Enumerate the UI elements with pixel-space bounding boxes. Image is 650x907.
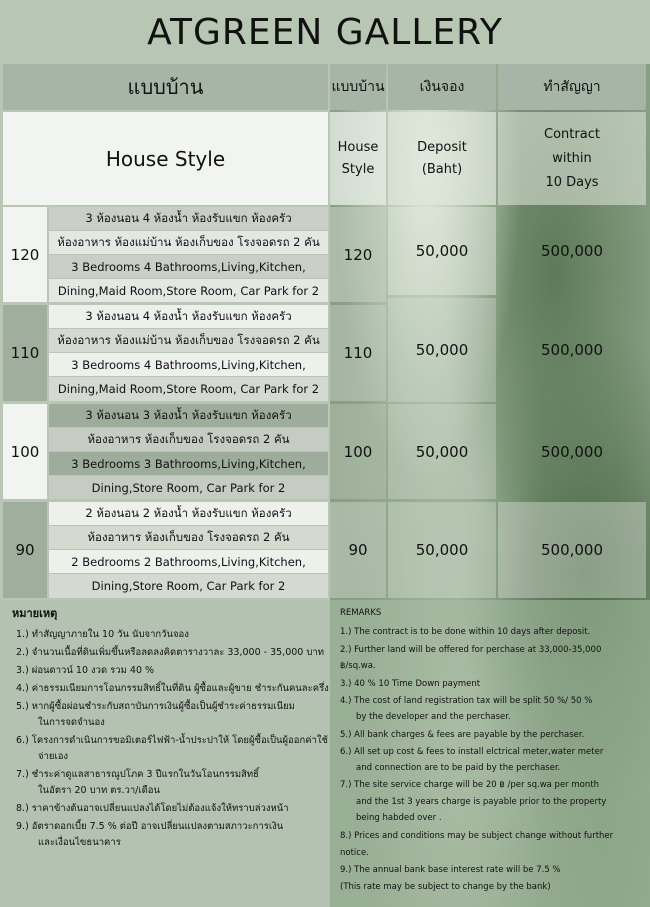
notes-thai-item: 1.) ทำสัญญาภายใน 10 วัน นับจากวันจอง	[16, 629, 189, 640]
notes-english-item: being habded over .	[356, 813, 442, 823]
row-100-deposit: 50,000	[388, 404, 496, 499]
notes-english-item: 2.) Further land will be offered for perchase at 33,000-35,000	[340, 645, 602, 655]
header-contract-line3: 10 Days	[545, 174, 599, 190]
row-100-style: 100	[330, 404, 386, 499]
row-100-line4: Dining,Store Room, Car Park for 2	[49, 476, 328, 499]
notes-english-item: 7.) The site service charge will be 20 ฿ /per sq.wa per month	[340, 780, 599, 790]
notes-thai-item: ในอัตรา 20 บาท ตร.วา/เดือน	[38, 785, 160, 796]
header-house-type-thai-small: แบบบ้าน	[330, 64, 386, 110]
row-110-line4: Dining,Maid Room,Store Room, Car Park for 2	[49, 377, 328, 401]
row-110-contract: 500,000	[540, 341, 604, 359]
notes-english-item: by the developer and the perchaser.	[356, 712, 511, 722]
notes-thai-item: 9.) อัตราดอกเบี้ย 7.5 % ต่อปี อาจเปลี่ยนแปลงตามสภาวะการเงิน	[16, 821, 284, 832]
row-110-line1: 3 ห้องนอน 4 ห้องน้ำ ห้องรับแขก ห้องครัว	[49, 305, 328, 328]
row-110-line2: ห้องอาหาร ห้องแม่บ้าน ห้องเก็บของ โรงจอดรถ 2 คัน	[49, 329, 328, 352]
row-120-line1: 3 ห้องนอน 4 ห้องน้ำ ห้องรับแขก ห้องครัว	[49, 207, 328, 230]
row-110-line3: 3 Bedrooms 4 Bathrooms,Living,Kitchen,	[49, 353, 328, 376]
header-deposit-thai: เงินจอง	[388, 64, 496, 110]
notes-english-item: 3.) 40 % 10 Time Down payment	[340, 679, 481, 689]
notes-thai-item: 8.) ราคาข้างต้นอาจเปลี่ยนแปลงได้โดยไม่ต้องแจ้งให้ทราบล่วงหน้า	[16, 803, 289, 814]
notes-english-item: and the 1st 3 years charge is payable prior to the property	[356, 797, 607, 807]
notes-thai-title: หมายเหตุ	[12, 607, 58, 620]
row-90-style: 90	[330, 502, 386, 598]
notes-english-item: 9.) The annual bank base interest rate will be 7.5 %	[340, 865, 561, 875]
row-90-contract: 500,000	[498, 502, 646, 598]
notes-thai-item: 6.) โครงการดำเนินการขอมิเตอร์ไฟฟ้า-น้ำประปาให้ โดยผู้ซื้อเป็นผู้ออกค่าใช้	[16, 735, 328, 746]
header-contract-line2: within	[552, 150, 592, 166]
notes-thai-item: 2.) จำนวนเนื้อที่ดินเพิ่มขึ้นหรือลดลงคิดตารางวาละ 33,000 - 35,000 บาท	[16, 647, 324, 658]
notes-english-item: (This rate may be subject to change by the bank)	[340, 882, 551, 892]
notes-thai-item: 3.) ผ่อนดาวน์ 10 งวด รวม 40 %	[16, 665, 155, 676]
notes-thai-item: ในการจดจำนอง	[38, 717, 105, 728]
notes-english-item: and connection are to be paid by the perchaser.	[356, 763, 561, 773]
row-110-style: 110	[330, 305, 386, 401]
row-size-90: 90	[3, 502, 47, 598]
notes-thai-item: 5.) หากผู้ซื้อผ่อนชำระกับสถาบันการเงินผู้ซื้อเป็นผู้ชำระค่าธรรมเนียม	[16, 701, 295, 712]
notes-english-item: 5.) All bank charges & fees are payable by the perchaser.	[340, 730, 585, 740]
header-house-type-thai: แบบบ้าน	[3, 64, 328, 110]
row-120-contract: 500,000	[540, 242, 604, 260]
row-90-line4: Dining,Store Room, Car Park for 2	[49, 574, 328, 598]
notes-english-item: 8.) Prices and conditions may be subject change without further	[340, 831, 614, 841]
header-contract-thai: ทำสัญญา	[498, 64, 646, 110]
header	[0, 0, 650, 64]
row-120-style: 120	[330, 207, 386, 302]
notes-thai-item: 7.) ชำระค่าดูแลสาธารณูปโภค 3 ปีแรกในวันโอนกรรมสิทธิ์	[16, 769, 259, 780]
notes-english-item: 6.) All set up cost & fees to install elctrical meter,water meter	[340, 747, 604, 757]
row-120-line4: Dining,Maid Room,Store Room, Car Park for 2	[49, 279, 328, 302]
row-90-deposit: 50,000	[388, 502, 496, 598]
notes-thai-item: และเงื่อนไขธนาคาร	[38, 837, 121, 848]
row-size-110: 110	[3, 305, 47, 401]
row-120-deposit: 50,000	[388, 207, 496, 295]
row-size-120: 120	[3, 207, 47, 302]
header-deposit-line2: (Baht)	[421, 161, 463, 177]
header-contract	[498, 112, 646, 205]
row-100-line2: ห้องอาหาร ห้องเก็บของ โรงจอดรถ 2 คัน	[49, 428, 328, 451]
row-90-line1: 2 ห้องนอน 2 ห้องน้ำ ห้องรับแขก ห้องครัว	[49, 502, 328, 525]
notes-english-item: ฿/sq.wa.	[340, 661, 376, 671]
header-house-style-small-line1: House	[337, 139, 379, 155]
header-house-style: House Style	[3, 112, 328, 205]
row-90-line2: ห้องอาหาร ห้องเก็บของ โรงจอดรถ 2 คัน	[49, 526, 328, 549]
header-contract-line1: Contract	[544, 126, 600, 142]
notes-english-item: 4.) The cost of land registration tax will be split 50 %/ 50 %	[340, 696, 593, 706]
header-house-style-small	[330, 112, 386, 205]
header-deposit-line1: Deposit	[417, 139, 467, 155]
header-deposit	[388, 112, 496, 205]
row-100-line3: 3 Bedrooms 3 Bathrooms,Living,Kitchen,	[49, 452, 328, 475]
row-100-line1: 3 ห้องนอน 3 ห้องน้ำ ห้องรับแขก ห้องครัว	[49, 404, 328, 427]
notes-thai-item: 4.) ค่าธรรมเนียมการโอนกรรมสิทธิ์ในที่ดิน ผู้ซื้อและผู้ขาย ชำระกันคนละครึ่ง	[16, 683, 329, 694]
notes-english-item: notice.	[340, 848, 369, 858]
row-100-contract: 500,000	[540, 442, 604, 461]
row-120-line2: ห้องอาหาร ห้องแม่บ้าน ห้องเก็บของ โรงจอดรถ 2 คัน	[49, 231, 328, 254]
header-house-style-small-line2: Style	[341, 161, 375, 177]
page-title: ATGREEN GALLERY	[147, 12, 503, 53]
row-size-100: 100	[3, 404, 47, 499]
row-120-line3: 3 Bedrooms 4 Bathrooms,Living,Kitchen,	[49, 255, 328, 278]
notes-english-title: REMARKS	[340, 608, 382, 618]
row-90-line3: 2 Bedrooms 2 Bathrooms,Living,Kitchen,	[49, 550, 328, 573]
row-110-deposit: 50,000	[388, 298, 496, 402]
notes-english-item: 1.) The contract is to be done within 10 days after deposit.	[340, 627, 591, 637]
notes-thai-item: จ่ายเอง	[38, 751, 69, 762]
